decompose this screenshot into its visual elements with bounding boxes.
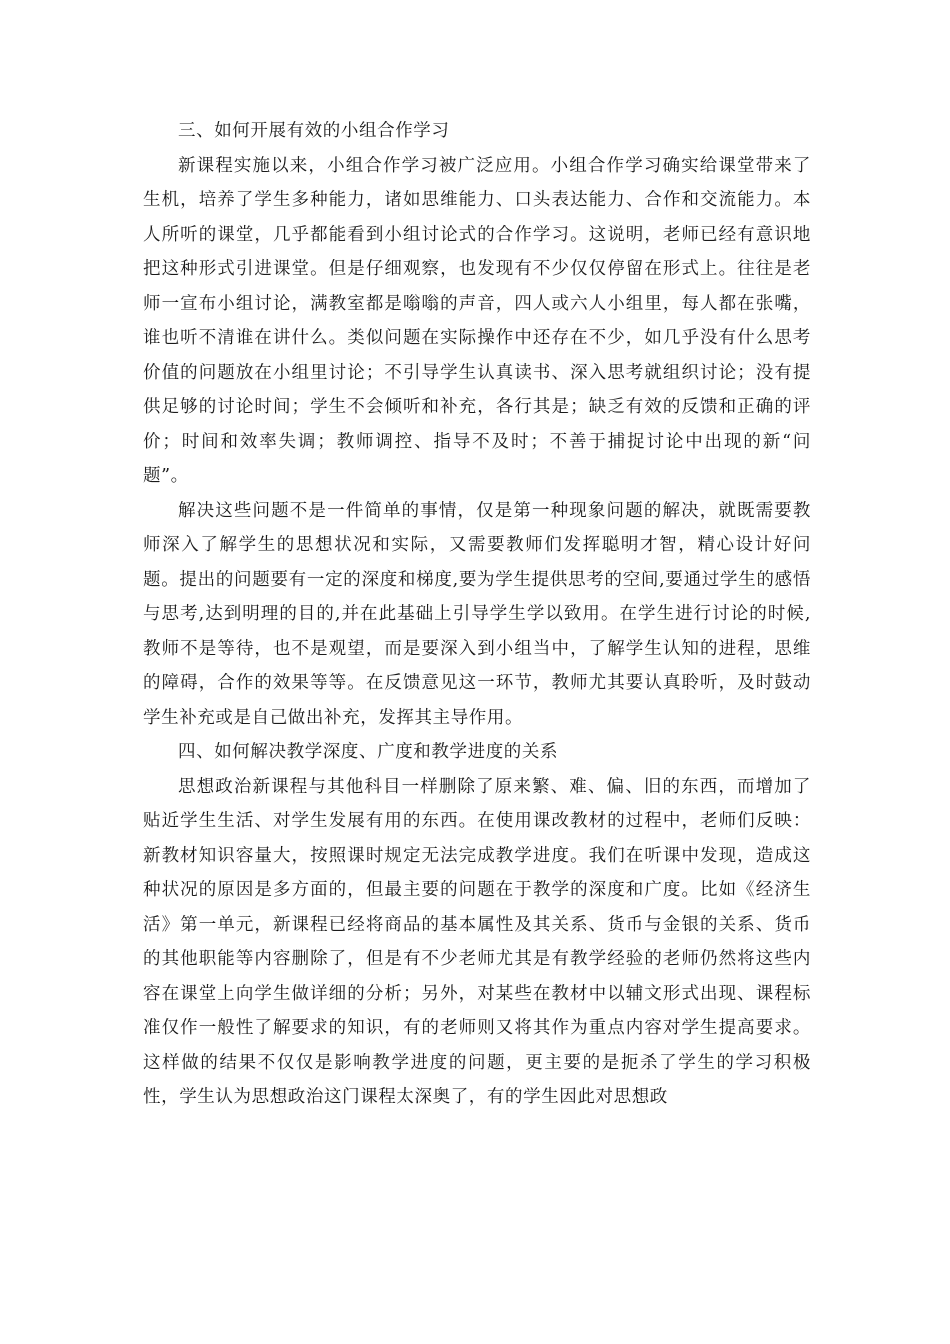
document-page	[143, 114, 811, 1115]
section-4-heading: 四、如何解决教学深度、广度和教学进度的关系	[178, 742, 559, 762]
section-4-paragraph-1: 思想政治新课程与其他科目一样删除了原来繁、难、偏、旧的东西，而增加了贴近学生生活、对学生发展有用的东西。在使用课改教材的过程中，老师们反映：新教材知识容量大，按照课时规定无法完成教学进度。我们在听课中发现，造成这种状况的原因是多方面的，但最主要的问题在于教学的深度和广度。比如《经济生活》第一单元，新课程已经将商品的基本属性及其关系、货币与金银的关系、货币的其他职能等内容删除了，但是有不少老师尤其是有教学经验的老师仍然将这些内容在课堂上向学生做详细的分析；另外，对某些在教材中以辅文形式出现、课程标准仅作一般性了解要求的知识，有的老师则又将其作为重点内容对学生提高要求。这样做的结果不仅仅是影响教学进度的问题，更主要的是扼杀了学生的学习积极性，学生认为思想政治这门课程太深奥了，有的学生因此对思想政	[143, 776, 811, 1107]
section-3-paragraph-2: 解决这些问题不是一件简单的事情，仅是第一种现象问题的解决，就既需要教师深入了解学生的思想状况和实际，又需要教师们发挥聪明才智，精心设计好问题。提出的问题要有一定的深度和梯度,要为学生提供思考的空间,要通过学生的感悟与思考,达到明理的目的,并在此基础上引导学生学以致用。在学生进行讨论的时候,教师不是等待，也不是观望，而是要深入到小组当中，了解学生认知的进程，思维的障碍，合作的效果等等。在反馈意见这一环节，教师尤其要认真聆听，及时鼓动学生补充或是自己做出补充，发挥其主导作用。	[143, 500, 811, 728]
section-3-paragraph-1: 新课程实施以来，小组合作学习被广泛应用。小组合作学习确实给课堂带来了生机，培养了学生多种能力，诸如思维能力、口头表达能力、合作和交流能力。本人所听的课堂，几乎都能看到小组讨论式的合作学习。这说明，老师已经有意识地把这种形式引进课堂。但是仔细观察，也发现有不少仅仅停留在形式上。往往是老师一宣布小组讨论，满教室都是嗡嗡的声音，四人或六人小组里，每人都在张嘴，谁也听不清谁在讲什么。类似问题在实际操作中还存在不少，如几乎没有什么思考价值的问题放在小组里讨论；不引导学生认真读书、深入思考就组织讨论；没有提供足够的讨论时间；学生不会倾听和补充，各行其是；缺乏有效的反馈和正确的评价；时间和效率失调；教师调控、指导不及时；不善于捕捉讨论中出现的新“问题”。	[143, 155, 811, 486]
section-3-heading: 三、如何开展有效的小组合作学习	[178, 121, 450, 141]
